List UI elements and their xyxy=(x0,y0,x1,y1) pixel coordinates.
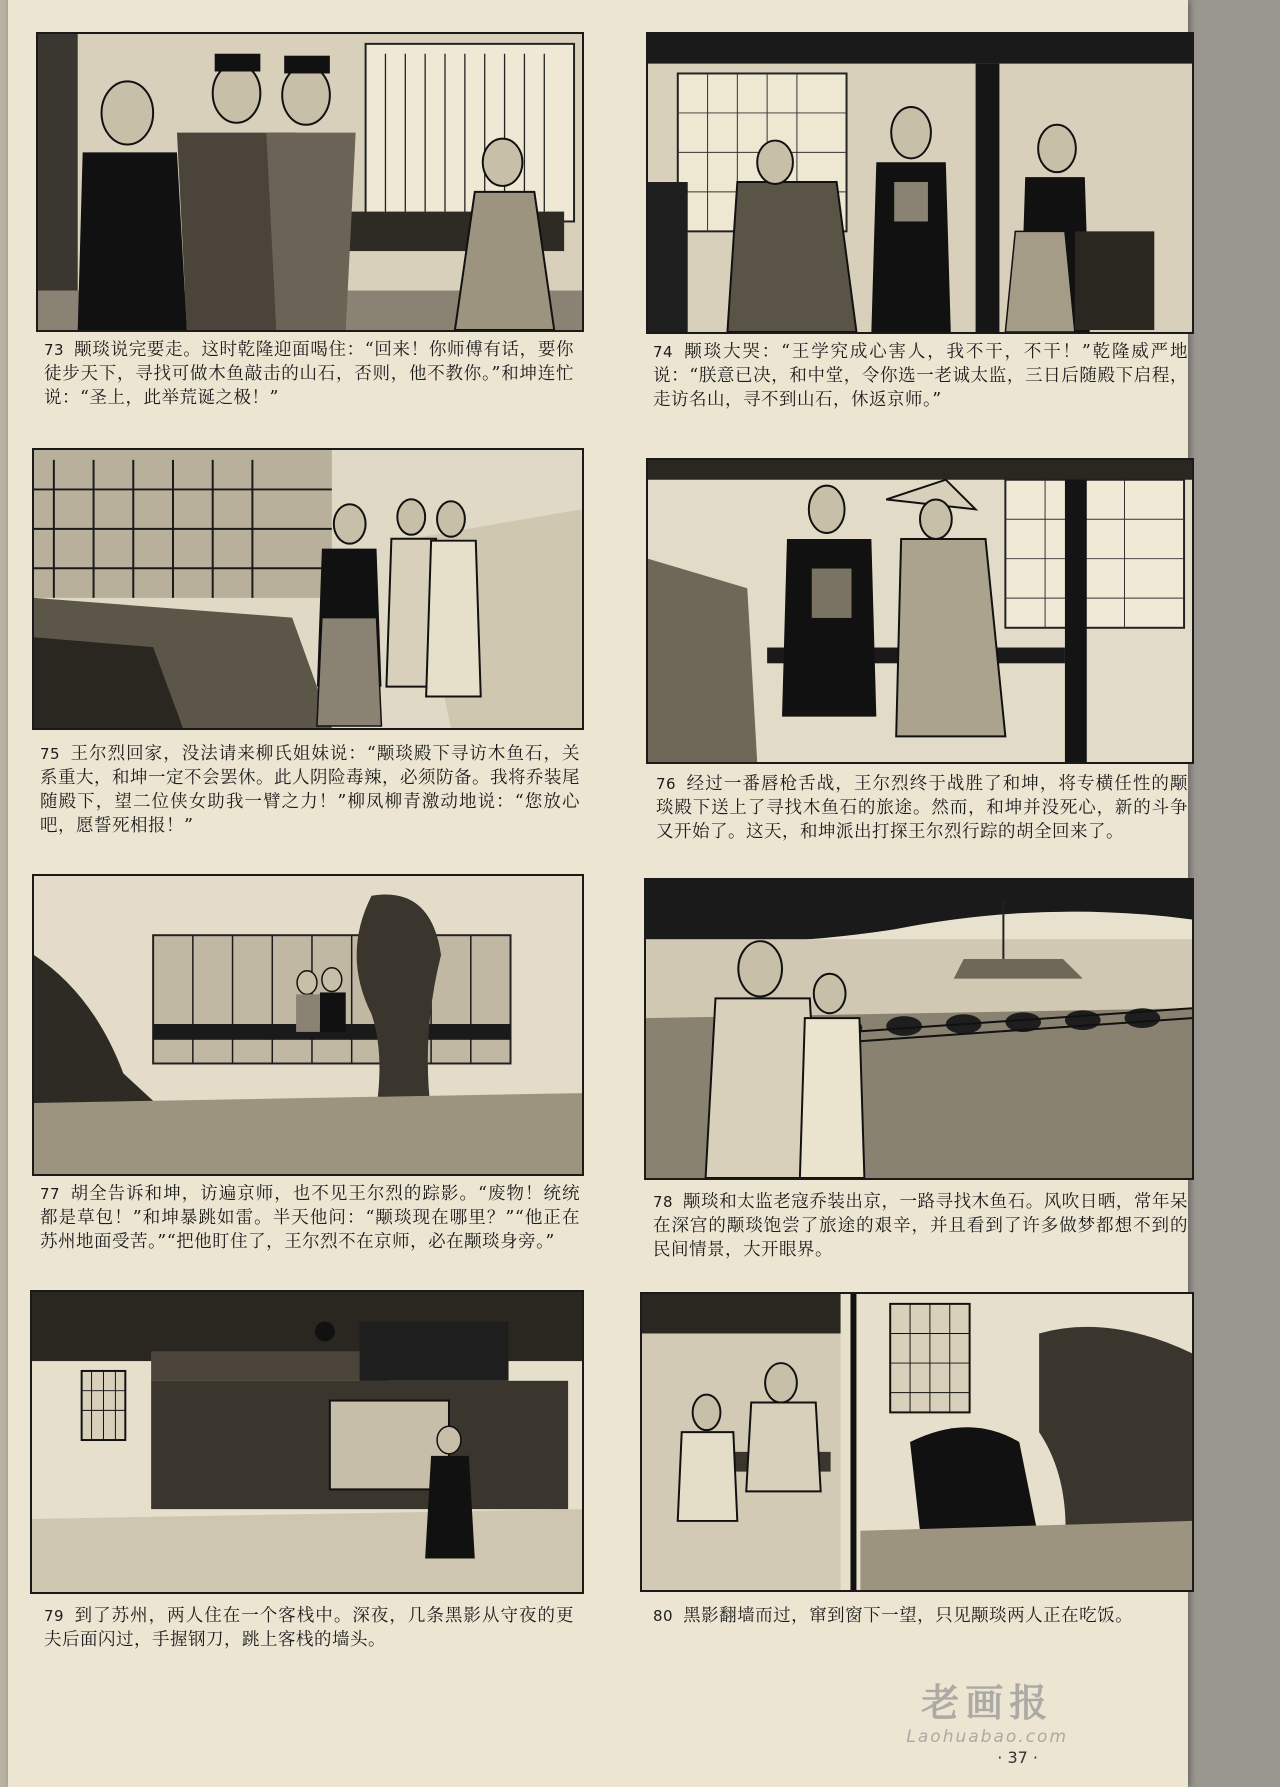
page-edge-shadow xyxy=(0,0,8,1787)
caption-text: 颙琰大哭：“王学究成心害人，我不干，不干！”乾隆威严地说：“朕意已决，和中堂，令你选一老诚太监，三日后随殿下启程，走访名山，寻不到山石，休返京师。” xyxy=(653,342,1188,410)
panel-76-caption xyxy=(656,772,1188,844)
caption-text: 颙琰和太监老寇乔装出京，一路寻找木鱼石。风吹日晒，常年呆在深宫的颙琰饱尝了旅途的艰辛，并且看到了许多做梦都想不到的民间情景，大开眼界。 xyxy=(653,1192,1188,1260)
panel-75-caption xyxy=(40,742,580,838)
panel-73-illustration xyxy=(36,32,584,332)
panel-77-illustration xyxy=(32,874,584,1176)
comic-page xyxy=(8,0,1188,1787)
panel-number: 75 xyxy=(40,745,61,763)
panel-74-illustration xyxy=(646,32,1194,334)
caption-text: 到了苏州，两人住在一个客栈中。深夜，几条黑影从守夜的更夫后面闪过，手握钢刀，跳上客栈的墙头。 xyxy=(44,1606,574,1650)
caption-text: 胡全告诉和坤，访遍京师，也不见王尔烈的踪影。“废物！统统都是草包！”和坤暴跳如雷。半天他问：“颙琰现在哪里？”“他正在苏州地面受苦。”“把他盯住了，王尔烈不在京师，必在颙琰身旁。” xyxy=(40,1184,580,1252)
caption-text: 颙琰说完要走。这时乾隆迎面喝住：“回来！你师傅有话，要你徒步天下，寻找可做木鱼敲击的山石，否则，他不教你。”和坤连忙说：“圣上，此举荒诞之极！” xyxy=(44,340,574,408)
panel-number: 76 xyxy=(656,775,677,793)
panel-74-caption xyxy=(653,340,1188,412)
panel-number: 80 xyxy=(653,1607,674,1625)
panel-75-illustration xyxy=(32,448,584,730)
page-number: · 37 · xyxy=(997,1748,1038,1767)
panel-number: 73 xyxy=(44,341,65,359)
site-watermark xyxy=(906,1672,1068,1747)
caption-text: 王尔烈回家，没法请来柳氏姐妹说：“颙琰殿下寻访木鱼石，关系重大，和坤一定不会罢休。此人阴险毒辣，必须防备。我将乔装尾随殿下，望二位侠女助我一臂之力！”柳凤柳青激动地说：“您放心吧，愿誓死相报！” xyxy=(40,744,580,836)
caption-text: 经过一番唇枪舌战，王尔烈终于战胜了和坤，将专横任性的颙琰殿下送上了寻找木鱼石的旅途。然而，和坤并没死心，新的斗争又开始了。这天，和坤派出打探王尔烈行踪的胡全回来了。 xyxy=(656,774,1188,842)
panel-80-caption xyxy=(653,1604,1188,1628)
panel-number: 78 xyxy=(653,1193,674,1211)
watermark-english: Laohuabao.com xyxy=(906,1727,1068,1747)
panel-number: 74 xyxy=(653,343,674,361)
panel-80-illustration xyxy=(640,1292,1194,1592)
panel-78-caption xyxy=(653,1190,1188,1262)
panel-73-caption xyxy=(44,338,574,410)
watermark-chinese: 老画报 xyxy=(921,1681,1054,1725)
panel-79-illustration xyxy=(30,1290,584,1594)
panel-number: 77 xyxy=(40,1185,61,1203)
panel-number: 79 xyxy=(44,1607,65,1625)
caption-text: 黑影翻墙而过，窜到窗下一望，只见颙琰两人正在吃饭。 xyxy=(683,1606,1134,1626)
panel-79-caption xyxy=(44,1604,574,1652)
panel-77-caption xyxy=(40,1182,580,1254)
panel-78-illustration xyxy=(644,878,1194,1180)
panel-76-illustration xyxy=(646,458,1194,764)
